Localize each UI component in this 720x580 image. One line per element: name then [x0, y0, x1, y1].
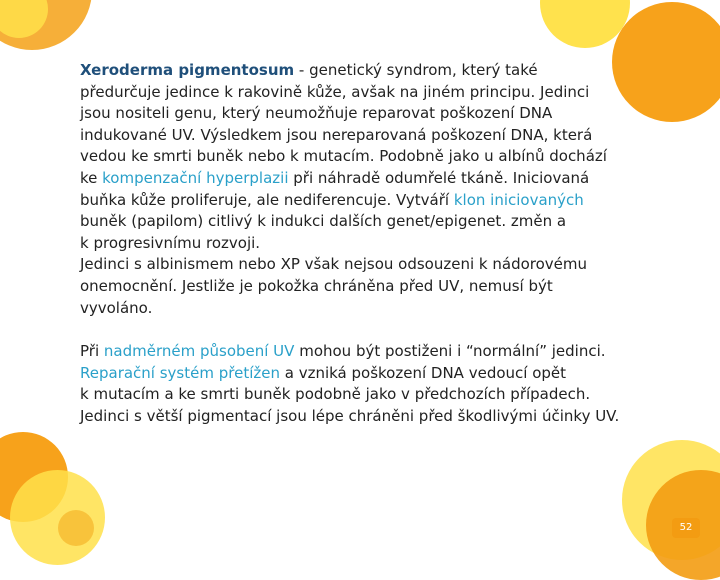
text-line [80, 168, 670, 190]
text-fragment: při náhradě odumřelé tkáně. Iniciovaná [288, 168, 590, 187]
text-fragment: buňka kůže proliferuje, ale nediferencuje. Vytváří [80, 190, 454, 209]
page-number-badge: 52 [672, 518, 700, 538]
paragraph-uv-exposure [80, 341, 670, 427]
text-fragment: a vzniká poškození DNA vedoucí opět [279, 363, 567, 382]
slide-body [80, 60, 670, 428]
text-line: k progresivnímu rozvoji. [80, 233, 261, 252]
text-fragment: mohou být postiženi i “normální” jedinci. [294, 342, 606, 361]
text-line [80, 363, 670, 385]
text-line [80, 341, 670, 363]
text-line: buněk (papilom) citlivý k indukci dalších genet/epigenet. změn a [80, 212, 567, 231]
text-line: vyvoláno. [80, 298, 153, 317]
text-line [80, 190, 670, 212]
highlight-reparacni-system: Reparační systém přetížen [80, 363, 280, 382]
text-line: indukované UV. Výsledkem jsou nereparovaná poškození DNA, která [80, 125, 593, 144]
text-line: Jedinci s větší pigmentací jsou lépe chráněni před škodlivými účinky UV. [80, 406, 620, 425]
text-fragment: - genetický syndrom, který také [294, 61, 538, 79]
text-line: k mutacím a ke smrti buněk podobně jako v předchozích případech. [80, 385, 591, 404]
text-fragment: Při [80, 342, 104, 361]
text-line: předurčuje jedince k rakovině kůže, avšak na jiném principu. Jedinci [80, 82, 590, 101]
text-fragment: ke [80, 168, 103, 187]
decor-circle-bottom-left-small [58, 510, 94, 546]
term-xeroderma-pigmentosum: Xeroderma pigmentosum [80, 61, 295, 79]
text-line [80, 60, 670, 82]
text-line: onemocnění. Jestliže je pokožka chráněna před UV, nemusí být [80, 276, 553, 295]
highlight-nadmerne-pusobeni-uv: nadměrném působení UV [103, 342, 295, 361]
text-line: jsou nositeli genu, který neumožňuje reparovat poškození DNA [80, 104, 553, 123]
text-line: vedou ke smrti buněk nebo k mutacím. Podobně jako u albínů dochází [80, 147, 607, 166]
highlight-kompenzacni-hyperplazie: kompenzační hyperplazii [102, 168, 289, 187]
text-line: Jedinci s albinismem nebo XP však nejsou odsouzeni k nádorovému [80, 255, 588, 274]
paragraph-xeroderma [80, 60, 670, 319]
highlight-klon-iniciovanych: klon iniciovaných [453, 190, 584, 209]
